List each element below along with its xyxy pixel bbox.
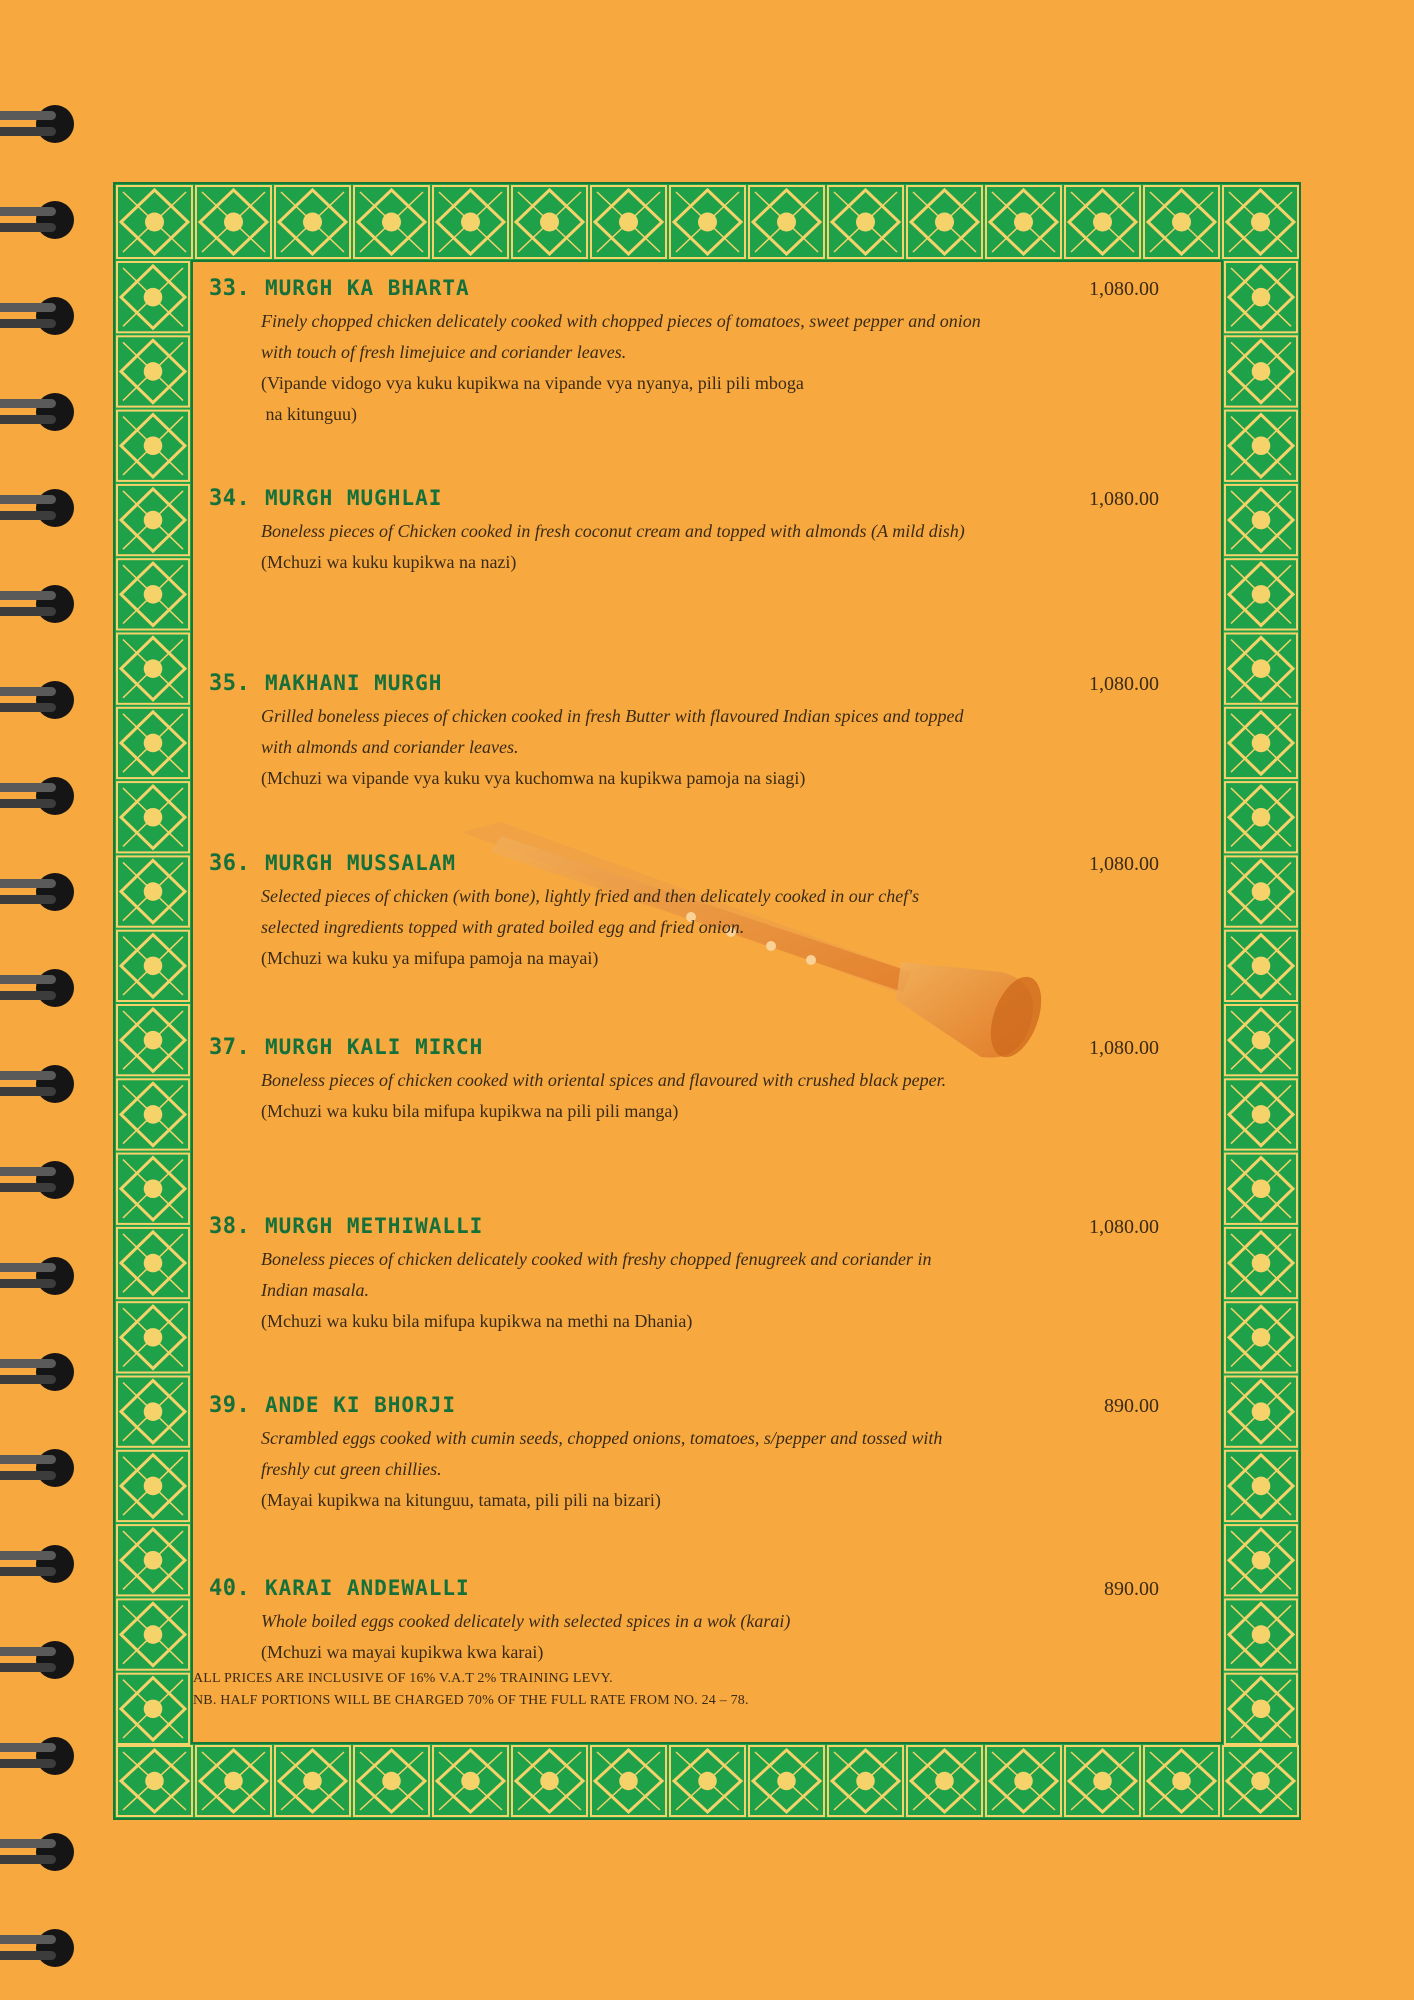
spiral-ring-icon — [0, 967, 78, 1009]
decorative-frame — [113, 182, 1301, 1820]
item-price: 1,080.00 — [1089, 488, 1159, 510]
item-description: Boneless pieces of Chicken cooked in fresh coconut cream and topped with almonds (A mild dish) — [261, 521, 965, 541]
item-price: 1,080.00 — [1089, 1216, 1159, 1238]
item-number: 36. — [209, 851, 251, 876]
item-swahili: (Mchuzi wa vipande vya kuku vya kuchomwa na kupikwa pamoja na siagi) — [261, 768, 806, 788]
frame-border-top — [115, 184, 1299, 260]
half-portion-note: NB. HALF PORTIONS WILL BE CHARGED 70% OF THE FULL RATE FROM NO. 24 – 78. — [193, 1693, 749, 1708]
spiral-ring-icon — [0, 391, 78, 433]
item-swahili: (Mchuzi wa kuku bila mifupa kupikwa na methi na Dhania) — [261, 1311, 693, 1331]
item-price: 1,080.00 — [1089, 673, 1159, 695]
item-swahili: (Mchuzi wa kuku bila mifupa kupikwa na pili pili manga) — [261, 1101, 679, 1121]
spiral-ring-icon — [0, 1735, 78, 1777]
item-name: MURGH KALI MIRCH — [265, 1035, 484, 1059]
spiral-ring-icon — [0, 1351, 78, 1393]
spiral-ring-icon — [0, 1639, 78, 1681]
spiral-ring-icon — [0, 679, 78, 721]
item-name: MURGH MUGHLAI — [265, 486, 443, 510]
item-name: MURGH KA BHARTA — [265, 276, 470, 300]
item-number: 39. — [209, 1393, 251, 1418]
spiral-ring-icon — [0, 583, 78, 625]
item-price: 1,080.00 — [1089, 1037, 1159, 1059]
item-swahili: (Vipande vidogo vya kuku kupikwa na vipande vya nyanya, pili pili mboga na kitunguu) — [261, 373, 804, 424]
item-swahili: (Mchuzi wa kuku kupikwa na nazi) — [261, 552, 517, 572]
item-number: 38. — [209, 1214, 251, 1239]
item-description: Boneless pieces of chicken delicately cooked with freshy chopped fenugreek and coriander in Indian masala. — [261, 1249, 932, 1300]
spiral-ring-icon — [0, 487, 78, 529]
vat-note: ALL PRICES ARE INCLUSIVE OF 16% V.A.T 2% TRAINING LEVY. — [193, 1671, 613, 1686]
item-price: 890.00 — [1104, 1578, 1159, 1600]
item-description: Grilled boneless pieces of chicken cooked in fresh Butter with flavoured Indian spices and topped with almonds and coriander leaves. — [261, 706, 964, 757]
item-description: Boneless pieces of chicken cooked with oriental spices and flavoured with crushed black peper. — [261, 1070, 947, 1090]
item-number: 33. — [209, 276, 251, 301]
item-swahili: (Mchuzi wa kuku ya mifupa pamoja na mayai) — [261, 948, 599, 968]
item-swahili: (Mchuzi wa mayai kupikwa kwa karai) — [261, 1642, 544, 1662]
menu-page — [191, 260, 1223, 1744]
spiral-ring-icon — [0, 199, 78, 241]
item-price: 890.00 — [1104, 1395, 1159, 1417]
item-description: Whole boiled eggs cooked delicately with selected spices in a wok (karai) — [261, 1611, 791, 1631]
spiral-ring-icon — [0, 1543, 78, 1585]
item-name: KARAI ANDEWALLI — [265, 1576, 470, 1600]
item-name: ANDE KI BHORJI — [265, 1393, 457, 1417]
item-description: Selected pieces of chicken (with bone), lightly fried and then delicately cooked in our chef's selected ingredients topped with grated boiled egg and fried onion. — [261, 886, 920, 937]
item-description: Finely chopped chicken delicately cooked with chopped pieces of tomatoes, sweet pepper and onion with touch of fresh limejuice and coriander leaves. — [261, 311, 981, 362]
spiral-ring-icon — [0, 295, 78, 337]
item-description: Scrambled eggs cooked with cumin seeds, chopped onions, tomatoes, s/pepper and tossed with freshly cut green chillies. — [261, 1428, 943, 1479]
item-name: MAKHANI MURGH — [265, 671, 443, 695]
item-number: 35. — [209, 671, 251, 696]
spiral-ring-icon — [0, 1255, 78, 1297]
spiral-ring-icon — [0, 1447, 78, 1489]
spiral-ring-icon — [0, 1063, 78, 1105]
spiral-ring-icon — [0, 1831, 78, 1873]
frame-border-left — [115, 260, 191, 1746]
item-number: 40. — [209, 1576, 251, 1601]
item-swahili: (Mayai kupikwa na kitunguu, tamata, pili pili na bizari) — [261, 1490, 661, 1510]
spiral-ring-icon — [0, 103, 78, 145]
spiral-ring-icon — [0, 1927, 78, 1969]
spiral-binding — [0, 0, 80, 2000]
item-name: MURGH MUSSALAM — [265, 851, 457, 875]
item-number: 34. — [209, 486, 251, 511]
item-name: MURGH METHIWALLI — [265, 1214, 484, 1238]
item-price: 1,080.00 — [1089, 853, 1159, 875]
frame-border-bottom — [115, 1744, 1299, 1818]
frame-border-right — [1223, 260, 1299, 1746]
spiral-ring-icon — [0, 775, 78, 817]
item-price: 1,080.00 — [1089, 278, 1159, 300]
item-number: 37. — [209, 1035, 251, 1060]
spiral-ring-icon — [0, 871, 78, 913]
spiral-ring-icon — [0, 1159, 78, 1201]
